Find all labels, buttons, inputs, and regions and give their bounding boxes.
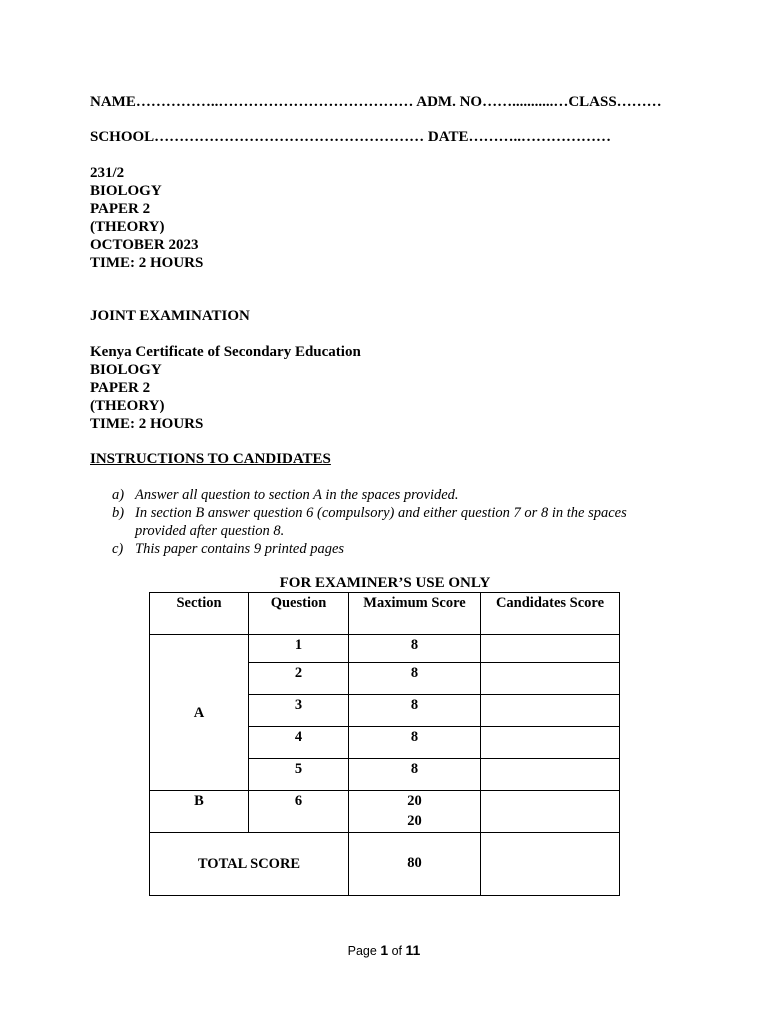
header-section: Section: [150, 593, 249, 635]
table-header-row: [150, 593, 620, 635]
header-max-score: Maximum Score: [349, 593, 481, 635]
school-date-line: SCHOOL……………………………………………… DATE………..………………: [90, 129, 611, 145]
candidate-score-cell: [481, 727, 620, 759]
instructions-list: [112, 486, 672, 558]
total-pages: 11: [405, 942, 421, 958]
instruction-item: [112, 540, 672, 558]
candidate-score-cell: [481, 663, 620, 695]
max-score-cell: [349, 791, 481, 833]
section-a-cell: A: [150, 635, 249, 791]
paper-date: OCTOBER 2023: [90, 237, 199, 253]
kcse-subject: BIOLOGY: [90, 362, 162, 378]
paper-subject: BIOLOGY: [90, 183, 162, 199]
question-cell: 4: [249, 727, 349, 759]
paper-number: PAPER 2: [90, 201, 151, 217]
instruction-text: In section B answer question 6 (compulsory) and either question 7 or 8 in the spaces provided after question 8.: [135, 505, 627, 539]
candidate-score-cell: [481, 635, 620, 663]
candidate-score-cell: [481, 695, 620, 727]
paper-type: (THEORY): [90, 219, 165, 235]
question-cell: 1: [249, 635, 349, 663]
page-footer: [0, 942, 768, 958]
max-score-cell: 8: [349, 727, 481, 759]
table-row: [150, 635, 620, 663]
max-score-value: 20: [407, 793, 422, 809]
examiner-score-table: [149, 592, 620, 896]
instruction-label: c): [112, 541, 124, 557]
paper-code: 231/2: [90, 165, 125, 181]
instruction-item: [112, 486, 672, 504]
of-word: of: [391, 944, 403, 958]
max-score-cell: 8: [349, 635, 481, 663]
question-cell: 6: [249, 791, 349, 833]
max-score-value-2: 20: [407, 813, 422, 829]
total-score-label: TOTAL SCORE: [150, 833, 349, 896]
total-row: [150, 833, 620, 896]
instruction-item: [112, 504, 672, 540]
max-score-cell: 8: [349, 695, 481, 727]
max-score-cell: 8: [349, 759, 481, 791]
kcse-title: Kenya Certificate of Secondary Education: [90, 344, 361, 360]
section-b-cell: B: [150, 791, 249, 833]
max-score-cell: 8: [349, 663, 481, 695]
kcse-info: [90, 343, 361, 433]
candidate-score-cell: [481, 759, 620, 791]
kcse-time: TIME: 2 HOURS: [90, 416, 204, 432]
candidate-score-cell: [481, 791, 620, 833]
instruction-text: Answer all question to section A in the spaces provided.: [135, 487, 459, 503]
total-max-score: 80: [349, 833, 481, 896]
exam-title: JOINT EXAMINATION: [90, 308, 250, 324]
paper-time: TIME: 2 HOURS: [90, 255, 204, 271]
header-candidates-score: Candidates Score: [481, 593, 620, 635]
question-cell: 5: [249, 759, 349, 791]
page-word: Page: [347, 944, 377, 958]
table-row: [150, 791, 620, 833]
instruction-label: b): [112, 505, 125, 521]
examiner-table-title: FOR EXAMINER’S USE ONLY: [279, 575, 491, 591]
paper-info: [90, 164, 203, 272]
name-adm-class-line: NAME……………..………………………………… ADM. NO……...........…CLASS………: [90, 94, 662, 110]
instruction-text: This paper contains 9 printed pages: [135, 541, 345, 557]
page-number: 1: [380, 942, 389, 958]
instruction-label: a): [112, 487, 125, 503]
question-cell: 2: [249, 663, 349, 695]
kcse-type: (THEORY): [90, 398, 165, 414]
header-question: Question: [249, 593, 349, 635]
question-cell: 3: [249, 695, 349, 727]
instructions-heading: INSTRUCTIONS TO CANDIDATES: [90, 451, 331, 467]
total-candidate-score: [481, 833, 620, 896]
kcse-paper: PAPER 2: [90, 380, 151, 396]
